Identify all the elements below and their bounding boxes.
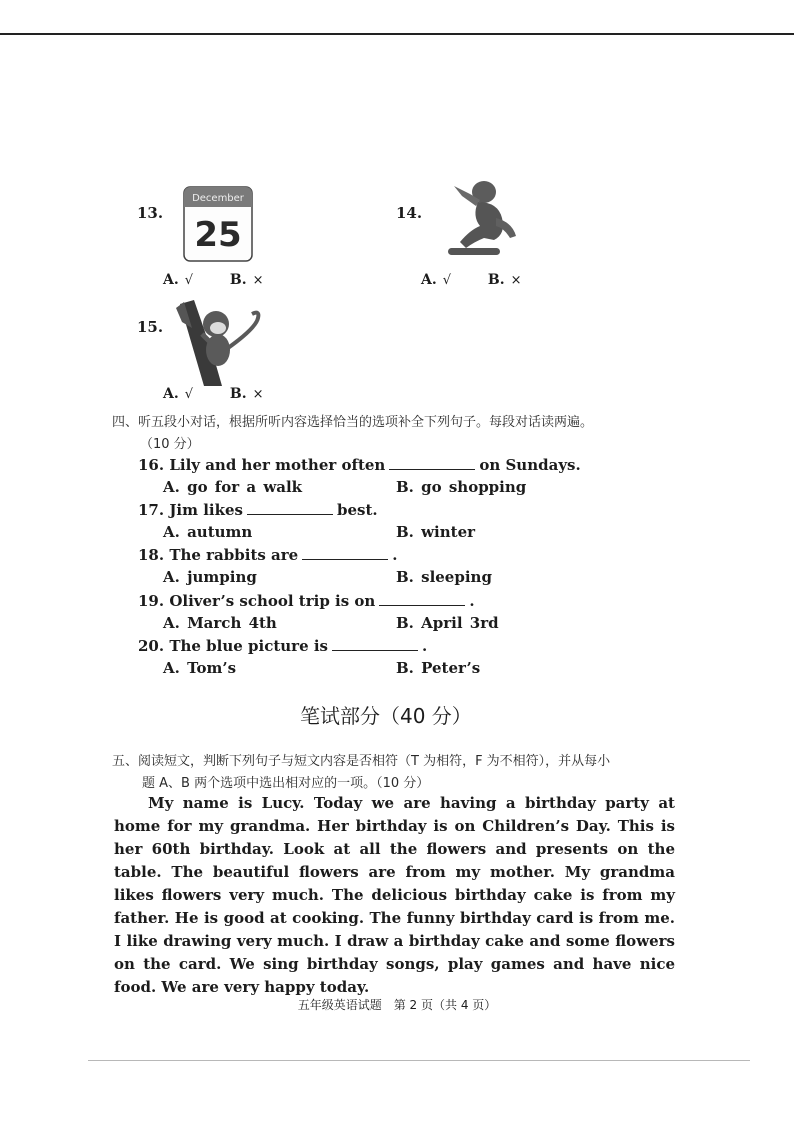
question-13-options: A. √ B. × bbox=[163, 272, 264, 288]
question-17-option-b: B. winter bbox=[396, 523, 476, 541]
page-footer: 五年级英语试题 第 2 页（共 4 页） bbox=[297, 998, 497, 1012]
question-20-option-b: B. Peter’s bbox=[396, 659, 481, 677]
question-14-options: A. √ B. × bbox=[421, 272, 522, 288]
section-4-heading: 四、听五段小对话，根据所听内容选择恰当的选项补全下列句子。每段对话读两遍。 bbox=[112, 415, 594, 430]
answer-blank bbox=[389, 455, 475, 470]
question-16-sentence: 16. Lily and her mother often on Sundays. bbox=[138, 456, 581, 474]
answer-blank bbox=[247, 500, 333, 515]
question-19-option-a: A. March 4th bbox=[163, 614, 277, 632]
section-4-points: （10 分） bbox=[140, 437, 200, 452]
answer-blank bbox=[379, 591, 465, 606]
calendar-icon bbox=[183, 186, 253, 262]
question-13-number: 13. bbox=[137, 204, 164, 222]
calendar-month: December bbox=[192, 193, 244, 204]
page-bottom-border bbox=[88, 1060, 750, 1061]
question-18-option-a: A. jumping bbox=[163, 568, 257, 586]
question-19-sentence: 19. Oliver’s school trip is on . bbox=[138, 592, 475, 610]
section-5-heading-line-1: 五、阅读短文，判断下列句子与短文内容是否相符（T 为相符，F 为不相符），并从每小 bbox=[112, 754, 611, 769]
written-section-title: 笔试部分（40 分） bbox=[300, 704, 472, 728]
question-17-option-a: A. autumn bbox=[163, 523, 253, 541]
monkey-icon bbox=[174, 298, 266, 388]
question-15-number: 15. bbox=[137, 318, 164, 336]
answer-blank bbox=[302, 545, 388, 560]
snowboarder-image bbox=[440, 178, 522, 264]
calendar-image bbox=[183, 186, 253, 262]
reading-passage: My name is Lucy. Today we are having a birthday party at home for my grandma. Her birthday is on Children’s Day. This is her 60th birthday. Look at all the flowers and presents on the table. The beautiful flowers are from my mother. My grandma likes flowers very much. The delicious birthday cake is from my father. He is good at cooking. The funny birthday card is from me. I like drawing very much. I draw a birthday cake and some flowers on the card. We sing birthday songs, play games and have nice food. We are very happy today. bbox=[114, 794, 675, 996]
question-19-option-b: B. April 3rd bbox=[396, 614, 499, 632]
question-18-sentence: 18. The rabbits are . bbox=[138, 546, 398, 564]
calendar-day: 25 bbox=[194, 215, 242, 255]
question-20-sentence: 20. The blue picture is . bbox=[138, 637, 428, 655]
page-top-border bbox=[0, 33, 794, 35]
section-5-heading-line-2: 题 A、B 两个选项中选出相对应的一项。（10 分） bbox=[142, 776, 430, 791]
question-18-option-b: B. sleeping bbox=[396, 568, 492, 586]
answer-blank bbox=[332, 636, 418, 651]
question-16-option-a: A. go for a walk bbox=[163, 478, 303, 496]
question-17-sentence: 17. Jim likes best. bbox=[138, 501, 378, 519]
question-20-option-a: A. Tom’s bbox=[163, 659, 237, 677]
monkey-image bbox=[174, 298, 266, 388]
question-15-options: A. √ B. × bbox=[163, 386, 264, 402]
question-16-option-b: B. go shopping bbox=[396, 478, 527, 496]
snowboarder-icon bbox=[440, 178, 522, 264]
question-14-number: 14. bbox=[396, 204, 423, 222]
